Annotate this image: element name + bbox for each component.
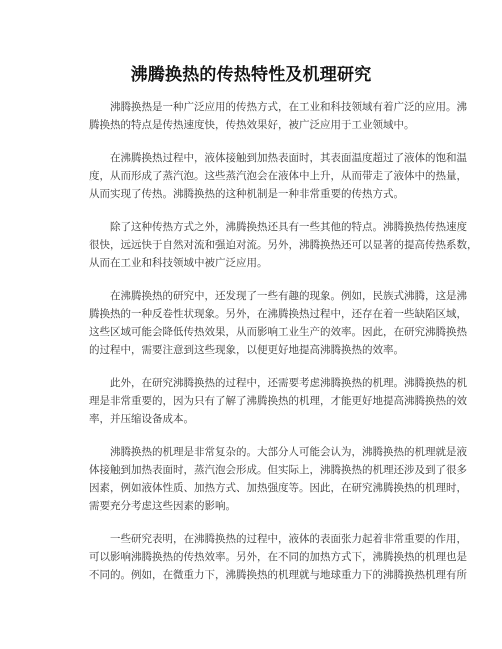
paragraph-line: 一些研究表明，在沸腾换热的过程中，液体的表面张力起着非常重要的作用， bbox=[110, 533, 467, 545]
page-title: 沸腾换热的传热特性及机理研究 bbox=[130, 65, 372, 85]
paragraph-line: 这些区域可能会降低传热效果，从而影响工业生产的效率。因此，在研究沸腾换热 bbox=[89, 326, 467, 338]
paragraph-line: 从而实现了传热。沸腾换热的这种机制是一种非常重要的传热方式。 bbox=[89, 188, 404, 200]
paragraph-line: 从而在工业和科技领域中被广泛应用。 bbox=[89, 257, 268, 269]
paragraph bbox=[89, 98, 467, 134]
paragraph-line: 度，从而形成了蒸汽泡。这些蒸汽泡会在液体中上升，从而带走了液体中的热量， bbox=[89, 170, 467, 182]
paragraph bbox=[89, 218, 478, 272]
paragraph bbox=[89, 374, 467, 428]
paragraph-line: 沸腾换热是一种广泛应用的传热方式，在工业和科技领域有着广泛的应用。沸 bbox=[110, 101, 467, 113]
paragraph-line: 的过程中，需要注意到这些现象，以便更好地提高沸腾换热的效率。 bbox=[89, 344, 404, 356]
paragraph-line: 因素，例如液体性质、加热方式、加热强度等。因此，在研究沸腾换热的机理时， bbox=[89, 482, 467, 494]
paragraph-line: 此外，在研究沸腾换热的过程中，还需要考虑沸腾换热的机理。沸腾换热的机 bbox=[110, 377, 467, 389]
paragraph bbox=[89, 287, 467, 359]
paragraph-line: 沸腾换热的机理是非常复杂的。大部分人可能会认为，沸腾换热的机理就是液 bbox=[110, 446, 467, 458]
paragraph-line: 腾换热的特点是传热速度快，传热效果好，被广泛应用于工业领域中。 bbox=[89, 119, 415, 131]
paragraph-line: 除了这种传热方式之外，沸腾换热还具有一些其他的特点。沸腾换热传热速度 bbox=[110, 221, 467, 233]
paragraph-line: 在沸腾换热的研究中，还发现了一些有趣的现象。例如，民族式沸腾，这是沸 bbox=[110, 290, 467, 302]
paragraph-line: 需要充分考虑这些因素的影响。 bbox=[89, 500, 236, 512]
paragraph bbox=[89, 530, 467, 584]
paragraph-line: 很快，远远快于自然对流和强迫对流。另外，沸腾换热还可以显著的提高传热系数， bbox=[89, 239, 478, 251]
paragraph-line: 可以影响沸腾换热的传热效率。另外，在不同的加热方式下，沸腾换热的机理也是 bbox=[89, 551, 467, 563]
paragraph-line: 不同的。例如，在微重力下，沸腾换热的机理就与地球重力下的沸腾换热机理有所 bbox=[89, 569, 467, 581]
paragraph bbox=[89, 443, 467, 515]
paragraph bbox=[89, 149, 467, 203]
paragraph-line: 体接触到加热表面时，蒸汽泡会形成。但实际上，沸腾换热的机理还涉及到了很多 bbox=[89, 464, 467, 476]
paragraph-line: 在沸腾换热过程中，液体接触到加热表面时，其表面温度超过了液体的饱和温 bbox=[110, 152, 467, 164]
paragraph-line: 理是非常重要的，因为只有了解了沸腾换热的机理，才能更好地提高沸腾换热的效 bbox=[89, 395, 467, 407]
document-body bbox=[89, 98, 478, 599]
paragraph-line: 率，并压缩设备成本。 bbox=[89, 413, 194, 425]
paragraph-line: 腾换热的一种反卷性状现象。另外，在沸腾换热过程中，还存在着一些缺陷区域， bbox=[89, 308, 467, 320]
